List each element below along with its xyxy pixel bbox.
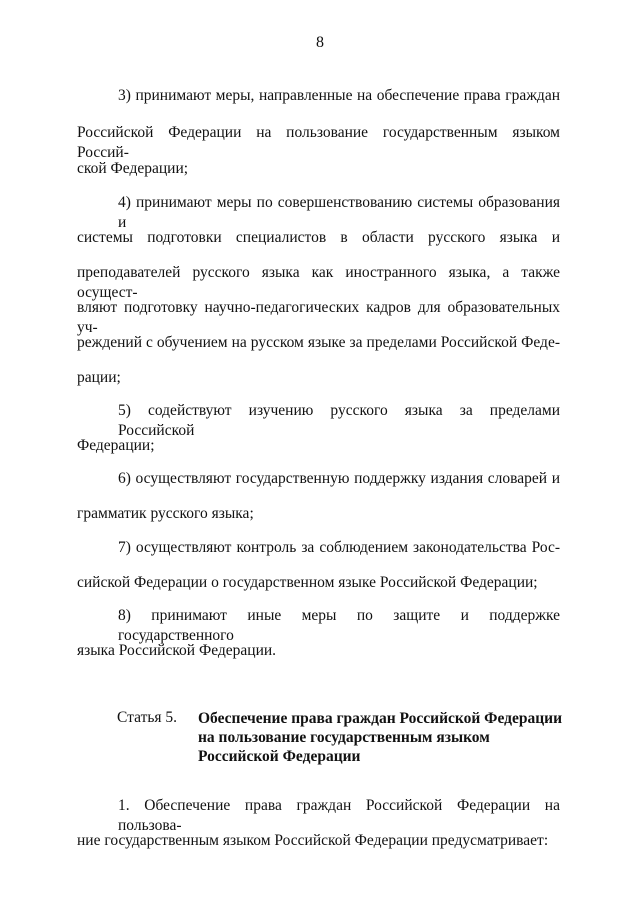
item-6-line-2: грамматик русского языка;: [77, 505, 254, 522]
item-3-line-3: ской Федерации;: [77, 160, 189, 177]
article-title: [198, 709, 562, 766]
article-title-line-2: на пользование государственным языком: [198, 729, 490, 746]
article-title-line-1: Обеспечение права граждан Российской Федерации: [198, 710, 563, 727]
item-4-line-2: системы подготовки специалистов в области русского языка и: [77, 229, 560, 246]
item-7-line-2: сийской Федерации о государственном языке Российской Федерации;: [77, 574, 538, 591]
item-4-line-3: преподавателей русского языка как иностранного языка, а также осущест-: [77, 264, 560, 301]
item-4-line-1: 4) принимают меры по совершенствованию системы образования и: [118, 194, 560, 231]
article-label: Статья 5.: [117, 709, 178, 726]
closing-line-1: 1. Обеспечение права граждан Российской Федерации на пользова-: [118, 797, 560, 834]
item-5-line-1: 5) содействуют изучению русского языка за пределами Российской: [118, 402, 560, 439]
page-number: 8: [316, 34, 324, 51]
item-3-line-1: 3) принимают меры, направленные на обеспечение права граждан: [118, 87, 560, 104]
item-4-line-6: рации;: [77, 369, 121, 386]
closing-line-2: ние государственным языком Российской Федерации предусматривает:: [77, 832, 549, 849]
item-6-line-1: 6) осуществляют государственную поддержку издания словарей и: [118, 470, 560, 487]
item-7-line-1: 7) осуществляют контроль за соблюдением законодательства Рос-: [118, 539, 560, 556]
article-title-line-3: Российской Федерации: [198, 748, 361, 765]
item-5-line-2: Федерации;: [77, 437, 155, 454]
item-8-line-2: языка Российской Федерации.: [77, 642, 277, 659]
item-3-line-2: Российской Федерации на пользование государственным языком Россий-: [77, 124, 560, 161]
item-8-line-1: 8) принимают иные меры по защите и поддержке государственного: [118, 607, 560, 644]
item-4-line-5: реждений с обучением на русском языке за пределами Российской Феде-: [77, 334, 560, 351]
item-4-line-4: вляют подготовку научно-педагогических кадров для образовательных уч-: [77, 299, 560, 336]
